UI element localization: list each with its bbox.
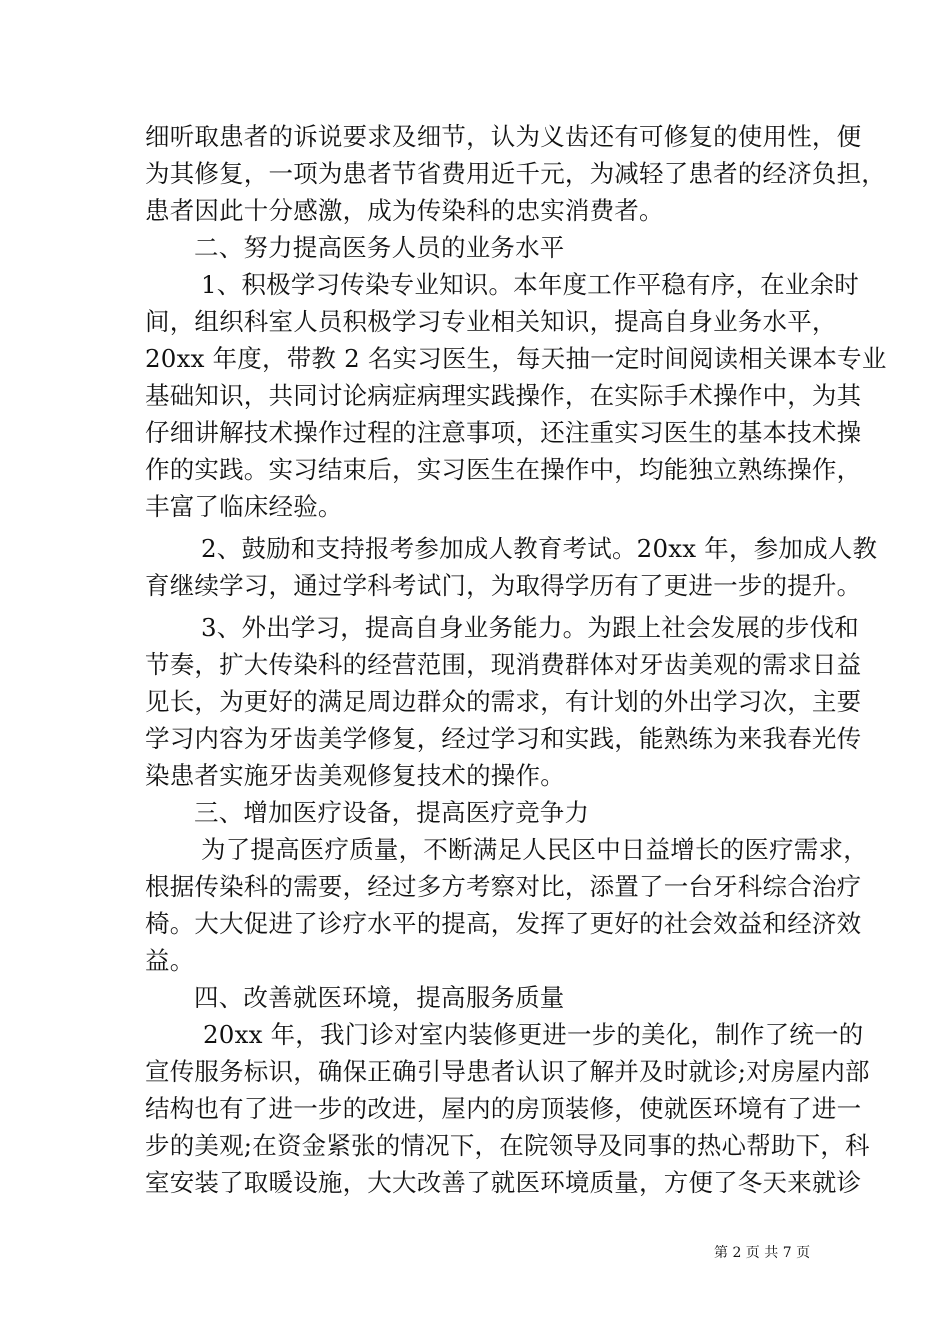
text-line: 20xx 年，我门诊对室内装修更进一步的美化，制作了统一的 [203,1020,864,1049]
text-line: 3、外出学习，提高自身业务能力。为跟上社会发展的步伐和 [201,613,859,642]
text-line: 丰富了临床经验。 [145,492,343,521]
text-line: 患者因此十分感激，成为传染科的忠实消费者。 [145,196,664,225]
text-line: 结构也有了进一步的改进，屋内的房顶装修，使就医环境有了进一 [145,1094,862,1123]
text-line: 椅。大大促进了诊疗水平的提高，发挥了更好的社会效益和经济效 [145,909,862,938]
text-line: 根据传染科的需要，经过多方考察对比，添置了一台牙科综合治疗 [145,872,862,901]
text-line: 1、积极学习传染专业知识。本年度工作平稳有序，在业余时 [201,270,859,299]
text-line: 步的美观;在资金紧张的情况下，在院领导及同事的热心帮助下，科 [145,1131,870,1160]
section-heading: 四、改善就医环境，提高服务质量 [194,983,565,1012]
text-line: 见长，为更好的满足周边群众的需求，有计划的外出学习次，主要 [145,687,862,716]
text-line: 仔细讲解技术操作过程的注意事项，还注重实习医生的基本技术操 [145,418,862,447]
text-line: 育继续学习，通过学科考试门，为取得学历有了更进一步的提升。 [145,571,862,600]
text-line: 作的实践。实习结束后，实习医生在操作中，均能独立熟练操作， [145,455,862,484]
page-number: 第 2 页 共 7 页 [714,1245,811,1261]
text-line: 宣传服务标识，确保正确引导患者认识了解并及时就诊;对房屋内部 [145,1057,870,1086]
text-line: 为了提高医疗质量，不断满足人民区中日益增长的医疗需求， [201,835,868,864]
text-line: 2、鼓励和支持报考参加成人教育考试。20xx 年，参加成人教 [201,534,878,563]
text-line: 染患者实施牙齿美观修复技术的操作。 [145,761,565,790]
text-line: 间，组织科室人员积极学习专业相关知识，提高自身业务水平， [145,307,837,336]
text-line: 20xx 年度，带教 2 名实习医生，每天抽一定时间阅读相关课本专业 [145,344,887,373]
text-line: 学习内容为牙齿美学修复，经过学习和实践，能熟练为来我春光传 [145,724,862,753]
text-line: 节奏，扩大传染科的经营范围，现消费群体对牙齿美观的需求日益 [145,650,862,679]
text-line: 细听取患者的诉说要求及细节，认为义齿还有可修复的使用性，便 [145,122,862,151]
text-line: 基础知识，共同讨论病症病理实践操作，在实际手术操作中，为其 [145,381,862,410]
text-line: 为其修复，一项为患者节省费用近千元，为减轻了患者的经济负担， [145,159,886,188]
text-line: 益。 [145,946,195,975]
text-line: 室安装了取暖设施，大大改善了就医环境质量，方便了冬天来就诊 [145,1168,862,1197]
section-heading: 三、增加医疗设备，提高医疗竞争力 [194,798,590,827]
section-heading: 二、努力提高医务人员的业务水平 [194,233,565,262]
